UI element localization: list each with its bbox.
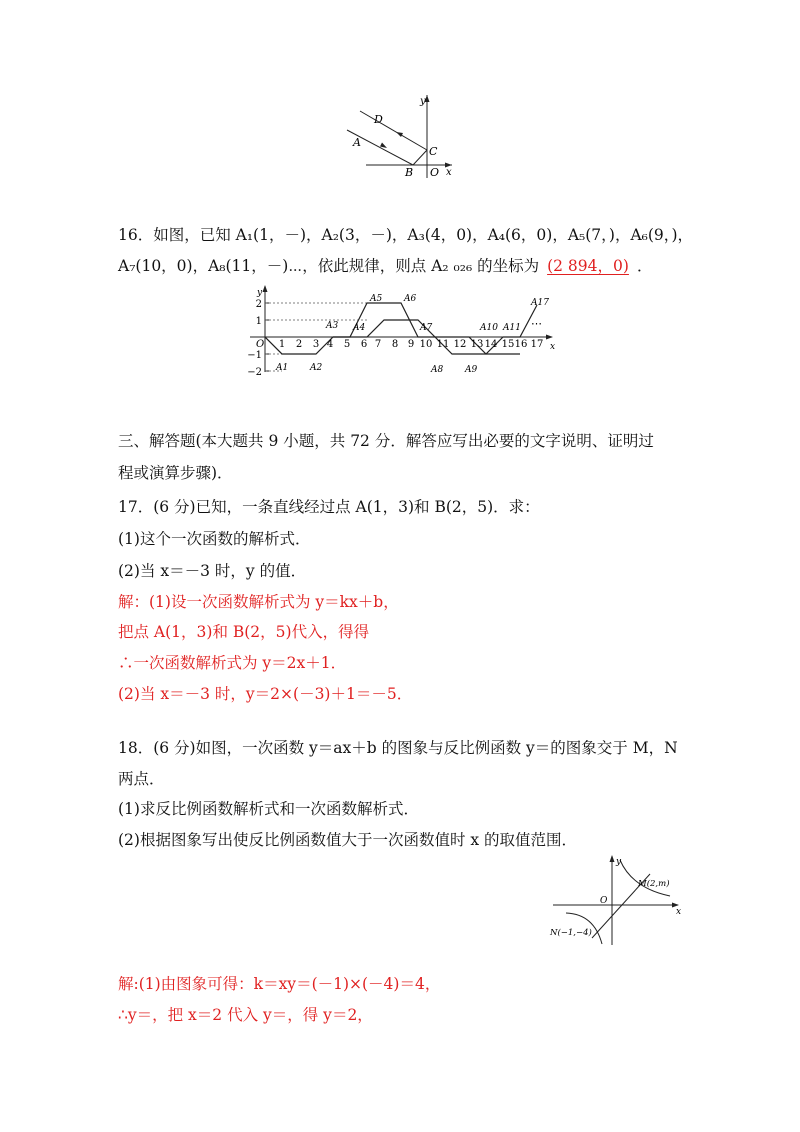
fig16-point-A10: A10: [480, 323, 498, 333]
fig16-x-tick: 3: [312, 339, 320, 350]
fig15-point-B: B: [405, 166, 414, 179]
fig16-x-tick: 7: [374, 339, 382, 350]
q18-solution-1: 解:(1)由图象可得：k＝xy＝(－1)×(－4)＝4，: [118, 975, 441, 993]
q17-solution-4: (2)当 x＝－3 时，y＝2×(－3)＋1＝－5．: [118, 685, 413, 703]
q18-part1: (1)求反比例函数解析式和一次函数解析式．: [118, 800, 419, 818]
fig16-y-tick: −2: [247, 367, 262, 378]
section3-line2: 程或演算步骤)．: [118, 464, 233, 482]
fig18-point-N: N(−1,−4): [550, 928, 592, 938]
fig16-y-tick: 1: [255, 316, 262, 327]
fig15-x-label: x: [446, 167, 452, 178]
fig15-y-label: y: [420, 96, 426, 107]
fig16-point-A4: A4: [353, 323, 366, 333]
fig16-x-tick: 13: [470, 339, 484, 350]
q17-part2: (2)当 x＝－3 时，y 的值．: [118, 562, 307, 580]
q18-stem-1: 18．(6 分)如图，一次函数 y＝ax＋b 的图象与反比例函数 y＝的图象交于 M，N: [118, 739, 678, 757]
fig16-x-tick: 12: [453, 339, 467, 350]
fig16-point-A7: A7: [420, 323, 433, 333]
q16-answer: (2 894，0): [547, 257, 629, 275]
fig18-x-label: x: [676, 907, 682, 917]
fig18-origin: O: [600, 896, 608, 906]
fig16-x-tick: 2: [295, 339, 303, 350]
fig16-x-tick: 9: [407, 339, 415, 350]
figure-q18: [545, 852, 685, 947]
q16-line2-end: ．: [636, 257, 653, 275]
q17-solution-2: 把点 A(1，3)和 B(2，5)代入，得得: [118, 623, 370, 641]
fig16-x-tick: 5: [343, 339, 351, 350]
figure-q15: [340, 92, 460, 182]
fig16-point-A11: A11: [503, 323, 521, 333]
q17-part1: (1)这个一次函数的解析式．: [118, 530, 311, 548]
fig16-point-A1: A1: [276, 363, 289, 373]
fig16-x-tick: 1: [278, 339, 286, 350]
fig16-point-A9: A9: [465, 365, 478, 375]
q18-part2: (2)根据图象写出使反比例函数值大于一次函数值时 x 的取值范围．: [118, 831, 578, 849]
fig16-ellipsis: ⋯: [531, 317, 542, 330]
fig16-point-A8: A8: [431, 365, 444, 375]
q17-stem: 17．(6 分)已知，一条直线经过点 A(1，3)和 B(2，5)．求：: [118, 498, 540, 516]
fig18-y-label: y: [616, 857, 622, 867]
fig16-x-tick: 17: [530, 339, 544, 350]
fig16-y-tick: −1: [247, 350, 262, 361]
fig16-point-A6: A6: [404, 294, 417, 304]
q16-line2: [118, 256, 652, 276]
fig16-x-tick: 14: [484, 339, 498, 350]
fig16-x-tick: 11: [436, 339, 450, 350]
q17-solution-3: ∴一次函数解析式为 y＝2x＋1．: [118, 654, 347, 672]
fig16-x-label: x: [550, 342, 556, 352]
q17-solution-1: 解：(1)设一次函数解析式为 y＝kx＋b，: [118, 593, 399, 611]
fig16-x-tick: 15: [501, 339, 515, 350]
fig16-y-label: y: [257, 288, 263, 298]
fig16-origin: O: [256, 339, 265, 350]
fig18-point-M: M(2,m): [638, 879, 670, 889]
fig16-point-A17: A17: [531, 298, 549, 308]
figure-q16: [240, 282, 560, 382]
fig16-y-tick: 2: [255, 299, 262, 310]
fig16-x-tick: 16: [514, 339, 528, 350]
fig15-origin: O: [430, 166, 440, 179]
fig16-x-tick: 10: [419, 339, 433, 350]
fig15-point-D: D: [374, 113, 383, 126]
section3-line1: 三、解答题(本大题共 9 小题，共 72 分．解答应写出必要的文字说明、证明过: [118, 432, 654, 450]
fig16-x-tick: 8: [391, 339, 399, 350]
q16-line1: 16．如图，已知 A₁(1，－)，A₂(3，－)，A₃(4，0)，A₄(6，0)，A₅(7，)，A₆(9，)，: [118, 226, 694, 244]
q18-solution-2: ∴y＝，把 x＝2 代入 y＝，得 y＝2，: [118, 1006, 373, 1024]
q16-line2-text: A₇(10，0)，A₈(11，－)⋯，依此规律，则点 A₂ ₀₂₆ 的坐标为: [118, 257, 540, 275]
fig16-point-A3: A3: [326, 321, 339, 331]
fig15-point-C: C: [429, 145, 438, 158]
q18-stem-2: 两点．: [118, 770, 165, 788]
fig16-point-A2: A2: [310, 363, 323, 373]
fig16-point-A5: A5: [370, 294, 383, 304]
fig15-point-A: A: [353, 136, 361, 149]
fig16-x-tick: 6: [360, 339, 368, 350]
fig16-x-tick: 4: [326, 339, 334, 350]
